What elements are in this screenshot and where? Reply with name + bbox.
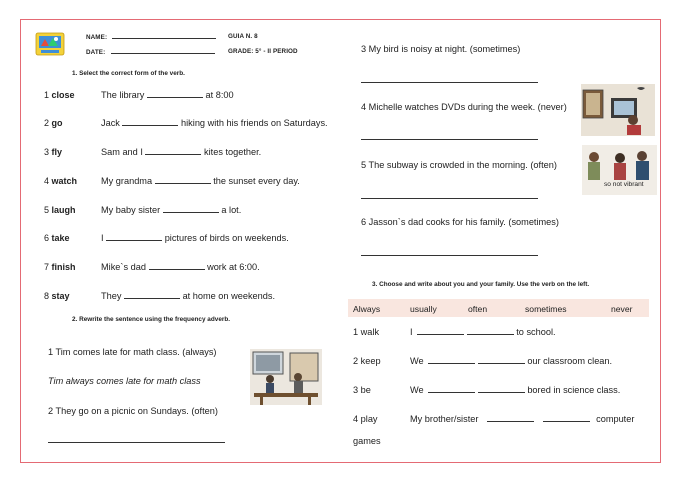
section2-title: 2. Rewrite the sentence using the frequency adverb. — [72, 316, 231, 323]
list-item: We our classroom clean. — [410, 356, 613, 366]
list-item-continuation: games — [353, 436, 381, 446]
date-line[interactable] — [111, 48, 215, 54]
answer-line-6[interactable] — [361, 255, 538, 256]
list-item: I to school. — [410, 327, 556, 337]
answer-blank[interactable] — [163, 205, 219, 213]
answer-line-2[interactable] — [48, 442, 225, 443]
classroom-illustration-icon — [250, 349, 322, 405]
answer-line-3[interactable] — [361, 82, 538, 83]
tv-watching-illustration-icon — [581, 84, 655, 136]
rewrite-question-6: 6 Jasson`s dad cooks for his family. (sometimes) — [361, 217, 559, 227]
answer-blank[interactable] — [149, 262, 205, 270]
list-item: I pictures of birds on weekends. — [101, 233, 289, 243]
name-label: NAME: — [86, 34, 108, 41]
subway-crowd-illustration-icon — [582, 145, 657, 195]
list-item: 6 take — [44, 233, 70, 243]
list-item: We bored in science class. — [410, 385, 621, 395]
date-field — [86, 48, 215, 56]
rewrite-question-1: 1 Tim comes late for math class. (always) — [48, 347, 217, 357]
list-item: 8 stay — [44, 291, 70, 301]
section1-title: 1. Select the correct form of the verb. — [72, 70, 185, 77]
answer-blank[interactable] — [428, 385, 475, 393]
answer-blank[interactable] — [543, 414, 590, 422]
list-item: 4 watch — [44, 176, 78, 186]
answer-blank[interactable] — [478, 385, 525, 393]
picture-caption: so not vibrant — [604, 181, 644, 188]
adverb-usually: usually — [410, 304, 437, 314]
list-item: 7 finish — [44, 262, 76, 272]
list-item: The library at 8:00 — [101, 90, 234, 100]
list-item: My grandma the sunset every day. — [101, 176, 300, 186]
rewrite-answer-1: Tim always comes late for math class — [48, 376, 201, 386]
list-item: 5 laugh — [44, 205, 76, 215]
grade-label: GRADE: 5° - II PERIOD — [228, 48, 298, 55]
school-logo-icon — [35, 30, 65, 58]
list-item: 3 fly — [44, 147, 63, 157]
list-item: They at home on weekends. — [101, 291, 276, 301]
list-item: Mike`s dad work at 6:00. — [101, 262, 260, 272]
list-item: My baby sister a lot. — [101, 205, 242, 215]
answer-blank[interactable] — [124, 291, 180, 299]
adverb-always: Always — [353, 304, 381, 314]
rewrite-question-4: 4 Michelle watches DVDs during the week. (never) — [361, 102, 567, 112]
rewrite-question-5: 5 The subway is crowded in the morning. (often) — [361, 160, 557, 170]
list-item: Sam and I kites together. — [101, 147, 262, 157]
adverb-sometimes: sometimes — [525, 304, 567, 314]
answer-line-4[interactable] — [361, 139, 538, 140]
list-item: 4 play — [353, 414, 378, 424]
answer-blank[interactable] — [145, 147, 201, 155]
rewrite-question-3: 3 My bird is noisy at night. (sometimes) — [361, 44, 521, 54]
list-item: 2 go — [44, 118, 63, 128]
answer-blank[interactable] — [467, 327, 514, 335]
name-line[interactable] — [112, 33, 216, 39]
answer-blank[interactable] — [155, 176, 211, 184]
adverb-often: often — [468, 304, 488, 314]
frequency-adverb-bar — [348, 299, 649, 317]
section3-title: 3. Choose and write about you and your family. Use the verb on the left. — [372, 281, 590, 288]
list-item: 1 walk — [353, 327, 380, 337]
answer-blank[interactable] — [106, 233, 162, 241]
adverb-never: never — [611, 304, 633, 314]
list-item: 3 be — [353, 385, 371, 395]
answer-blank[interactable] — [478, 356, 525, 364]
answer-blank[interactable] — [487, 414, 534, 422]
rewrite-question-2: 2 They go on a picnic on Sundays. (often) — [48, 406, 218, 416]
date-label: DATE: — [86, 49, 106, 56]
answer-blank[interactable] — [147, 90, 203, 98]
answer-blank[interactable] — [428, 356, 475, 364]
list-item: My brother/sister computer — [410, 414, 635, 424]
answer-line-5[interactable] — [361, 198, 538, 199]
guide-number: GUIA N. 8 — [228, 33, 258, 40]
answer-blank[interactable] — [417, 327, 464, 335]
list-item: 1 close — [44, 90, 75, 100]
list-item: Jack hiking with his friends on Saturdays. — [101, 118, 328, 128]
list-item: 2 keep — [353, 356, 381, 366]
answer-blank[interactable] — [122, 118, 178, 126]
name-field — [86, 33, 216, 41]
